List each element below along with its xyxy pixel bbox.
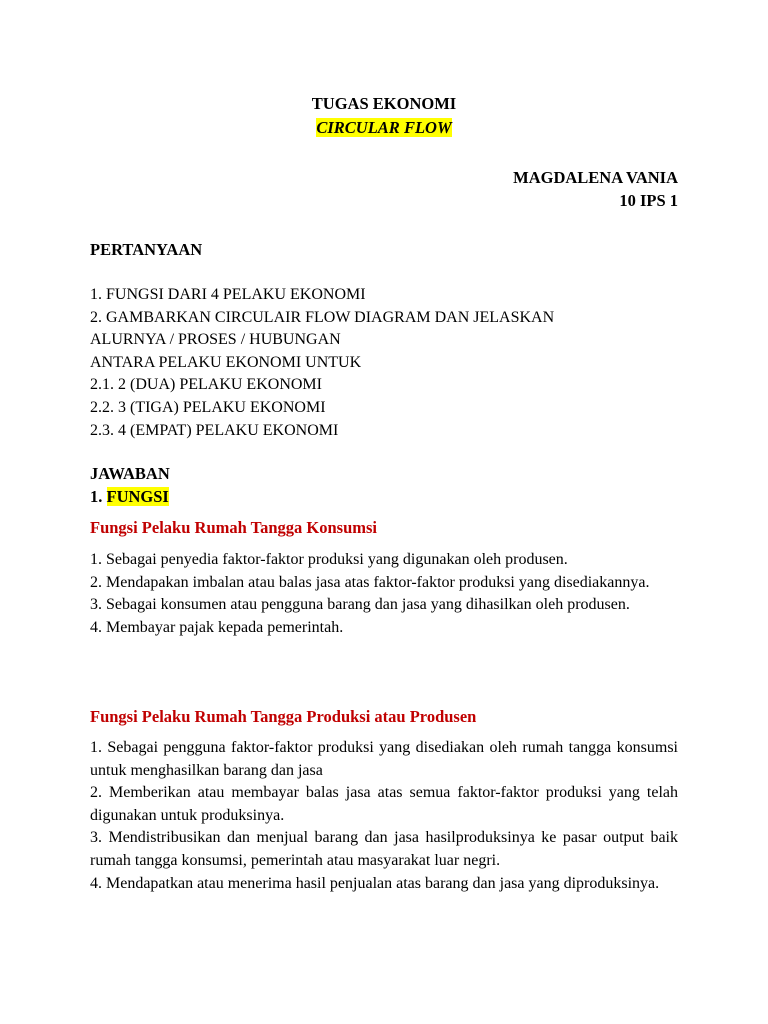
group-heading-konsumsi: Fungsi Pelaku Rumah Tangga Konsumsi xyxy=(90,518,378,537)
list-item: 2. Memberikan atau membayar balas jasa atas semua faktor-faktor produksi yang telah digunakan untuk produksinya. xyxy=(90,784,678,824)
list-item: 3. Sebagai konsumen atau pengguna barang dan jasa yang dihasilkan oleh produsen. xyxy=(90,596,630,614)
author-name: MAGDALENA VANIA xyxy=(513,168,678,187)
list-item: 1. Sebagai pengguna faktor-faktor produksi yang disediakan oleh rumah tangga konsumsi untuk menghasilkan barang dan jasa xyxy=(90,739,678,779)
list-item: 4. Membayar pajak kepada pemerintah. xyxy=(90,618,344,636)
list-item: 3. Mendistribusikan dan menjual barang dan jasa hasilproduksinya ke pasar output baik rumah tangga konsumsi, pemerintah atau masyarakat luar negri. xyxy=(90,829,678,869)
document-title-text: TUGAS EKONOMI xyxy=(311,94,457,113)
question-line: ANTARA PELAKU EKONOMI UNTUK xyxy=(90,354,362,371)
answer-section-heading xyxy=(90,486,678,508)
question-line: ALURNYA / PROSES / HUBUNGAN xyxy=(90,331,341,348)
answers-heading: JAWABAN xyxy=(90,464,170,483)
question-line: 2.1. 2 (DUA) PELAKU EKONOMI xyxy=(90,376,322,393)
list-item: 4. Mendapatkan atau menerima hasil penjualan atas barang dan jasa yang diproduksinya. xyxy=(90,874,660,892)
document-subtitle-text: CIRCULAR FLOW xyxy=(316,118,452,137)
question-line: 1. FUNGSI DARI 4 PELAKU EKONOMI xyxy=(90,286,366,303)
list-item: 2. Mendapakan imbalan atau balas jasa atas faktor-faktor produksi yang disediakannya. xyxy=(90,573,650,591)
question-line: 2. GAMBARKAN CIRCULAIR FLOW DIAGRAM DAN JELASKAN xyxy=(90,309,555,326)
question-line: 2.3. 4 (EMPAT) PELAKU EKONOMI xyxy=(90,422,339,439)
author-class: 10 IPS 1 xyxy=(619,191,678,210)
list-item: 1. Sebagai penyedia faktor-faktor produksi yang digunakan oleh produsen. xyxy=(90,551,568,568)
document-title xyxy=(90,93,678,115)
document-subtitle xyxy=(90,117,678,139)
group-heading-produsen: Fungsi Pelaku Rumah Tangga Produksi atau Produsen xyxy=(90,707,477,726)
question-line: 2.2. 3 (TIGA) PELAKU EKONOMI xyxy=(90,399,326,416)
group-items-produsen xyxy=(90,737,678,895)
answer-section-label: FUNGSI xyxy=(106,487,169,506)
group-items-konsumsi xyxy=(90,549,678,639)
document-page xyxy=(90,0,678,1024)
answer-section-number: 1. xyxy=(90,487,107,506)
questions-heading: PERTANYAAN xyxy=(90,240,203,259)
